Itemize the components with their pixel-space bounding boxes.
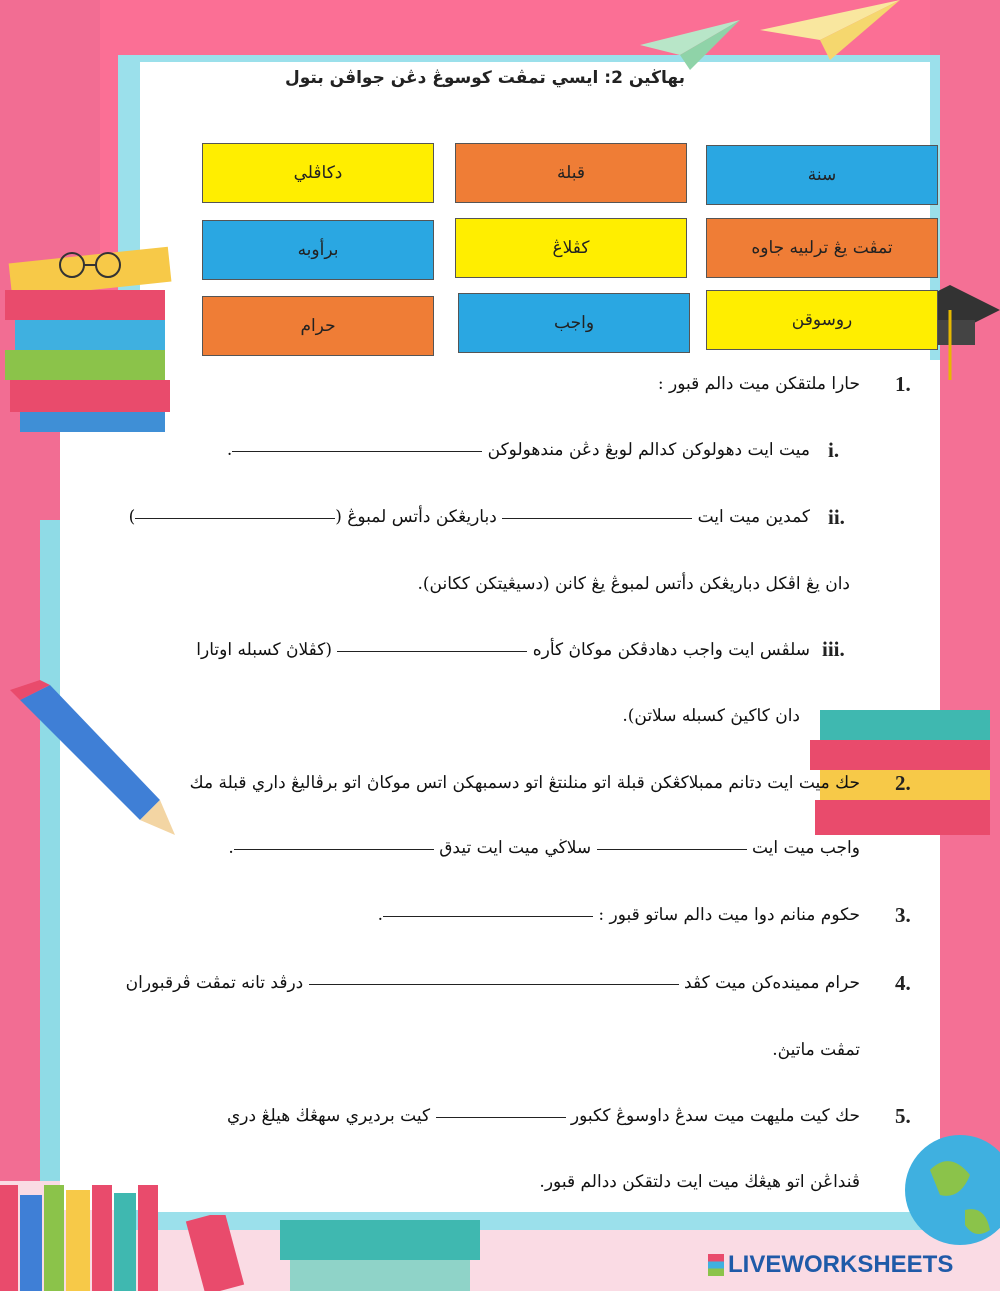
word-bank-item[interactable]: واجب [458, 293, 690, 353]
word-bank-item[interactable]: دكاڤلي [202, 143, 434, 203]
book-icon [280, 1210, 480, 1291]
question-number: 5. [895, 1104, 911, 1128]
answer-blank[interactable] [597, 848, 747, 850]
word-bank-item[interactable]: سنة [706, 145, 938, 205]
subquestion-number: i. [828, 438, 840, 462]
question-3-text: حكوم منانم دوا ميت دالم ساتو قبور : [598, 905, 860, 925]
question-1-ii-continuation: دان يڠ اڤكل دباريڠكن دأتس لمبوڠ يڠ كانن (دسيڠيتكن ككانن). [417, 574, 850, 594]
bookmark-icon [180, 1215, 250, 1291]
word-bank-item[interactable]: قبلة [455, 143, 687, 203]
question-1-ii-line [129, 507, 810, 527]
logo-text: LIVEWORKSHEETS [728, 1251, 954, 1278]
question-1-iii-text-b: (كڤلاڽ كسبله اوتارا [196, 640, 332, 660]
question-number: 1. [895, 372, 911, 396]
globe-icon [890, 1120, 1000, 1270]
answer-blank[interactable] [337, 650, 527, 652]
subquestion-number: ii. [828, 505, 845, 529]
answer-blank[interactable] [232, 450, 482, 452]
question-number: 3. [895, 903, 911, 927]
period: . [228, 838, 234, 858]
question-1-iii-text-a: سلڤس ايت واجب دهادڤكن موكاڽ كأره [532, 640, 810, 660]
pencil-icon [0, 680, 180, 840]
answer-blank[interactable] [309, 983, 679, 985]
liveworksheets-logo [708, 1251, 953, 1279]
paper-plane-icon [640, 20, 740, 70]
period: . [226, 440, 233, 460]
question-4-text-b: درڤد تانه تمڤت ڤرقبوران [125, 973, 304, 993]
question-5-continuation: ڤنداڠن اتو هيڠڬ ميت ايت دلتقكن ددالم قبور. [539, 1172, 860, 1192]
answer-blank[interactable] [436, 1116, 566, 1118]
question-1-i-text: ميت ايت دهولوكن كدالم لوبڠ دڠن مندهولوكن [487, 440, 810, 460]
question-4-text-a: حرام ممينده‌كن ميت كڤد [684, 973, 860, 993]
question-4-line [126, 973, 860, 993]
answer-blank[interactable] [383, 915, 593, 917]
paren-close: ) [128, 507, 136, 527]
question-number: 2. [895, 771, 911, 795]
books-row-icon [0, 1185, 180, 1291]
question-2-text-b: سلاڬي ميت ايت تيدق [439, 838, 592, 858]
background-pink-right [930, 0, 1000, 1291]
word-bank-item[interactable]: كڤلاڠ [455, 218, 687, 278]
word-bank-item[interactable]: روسوقن [706, 290, 938, 350]
question-5-text-b: كيت برديري سهڠڬ هيلڠ دري [226, 1106, 431, 1126]
question-2-text-a: واجب ميت ايت [751, 838, 860, 858]
answer-blank[interactable] [135, 517, 335, 519]
question-1-ii-text-b: دباريڠكن دأتس لمبوڠ [347, 507, 497, 527]
question-4-continuation: تمڤت ماتيڽ. [772, 1040, 860, 1060]
answer-blank[interactable] [234, 848, 434, 850]
question-1-i-line [227, 440, 810, 460]
word-bank-item[interactable]: برأوبه [202, 220, 434, 280]
question-3-line [378, 905, 860, 925]
page-title: بهاڬين 2: ايسي تمڤت كوسوڠ دڠن جواڤن بتول [285, 68, 685, 88]
question-1-text: حارا ملتقكن ميت دالم قبور : [657, 374, 860, 394]
subquestion-number: iii. [822, 637, 845, 661]
word-bank-item[interactable]: حرام [202, 296, 434, 356]
question-5-line [227, 1106, 860, 1126]
answer-blank[interactable] [502, 517, 692, 519]
paper-plane-icon [760, 0, 900, 60]
period: . [377, 905, 383, 925]
question-2-text: حك ميت ايت دتانم ممبلاكڠكن قبلة اتو منلنتڠ اتو دسمبهكن اتس موكاڽ اتو برڤاليڠ داري قبلة مك [189, 773, 860, 793]
question-number: 4. [895, 971, 911, 995]
paren-open: ( [335, 507, 342, 527]
question-5-text-a: حك كيت مليهت ميت سدڠ داوسوڠ ككبور [570, 1106, 860, 1126]
logo-icon [708, 1254, 724, 1276]
question-1-iii-continuation: دان كاكيڽ كسبله سلاتن). [622, 706, 800, 726]
question-1-iii-line [196, 640, 810, 660]
question-2-line [228, 838, 860, 858]
question-1-ii-text-a: كمدين ميت ايت [697, 507, 810, 527]
books-stack-icon [0, 235, 180, 435]
word-bank-item[interactable]: تمڤت يڠ ترلبيه جاوه [706, 218, 938, 278]
